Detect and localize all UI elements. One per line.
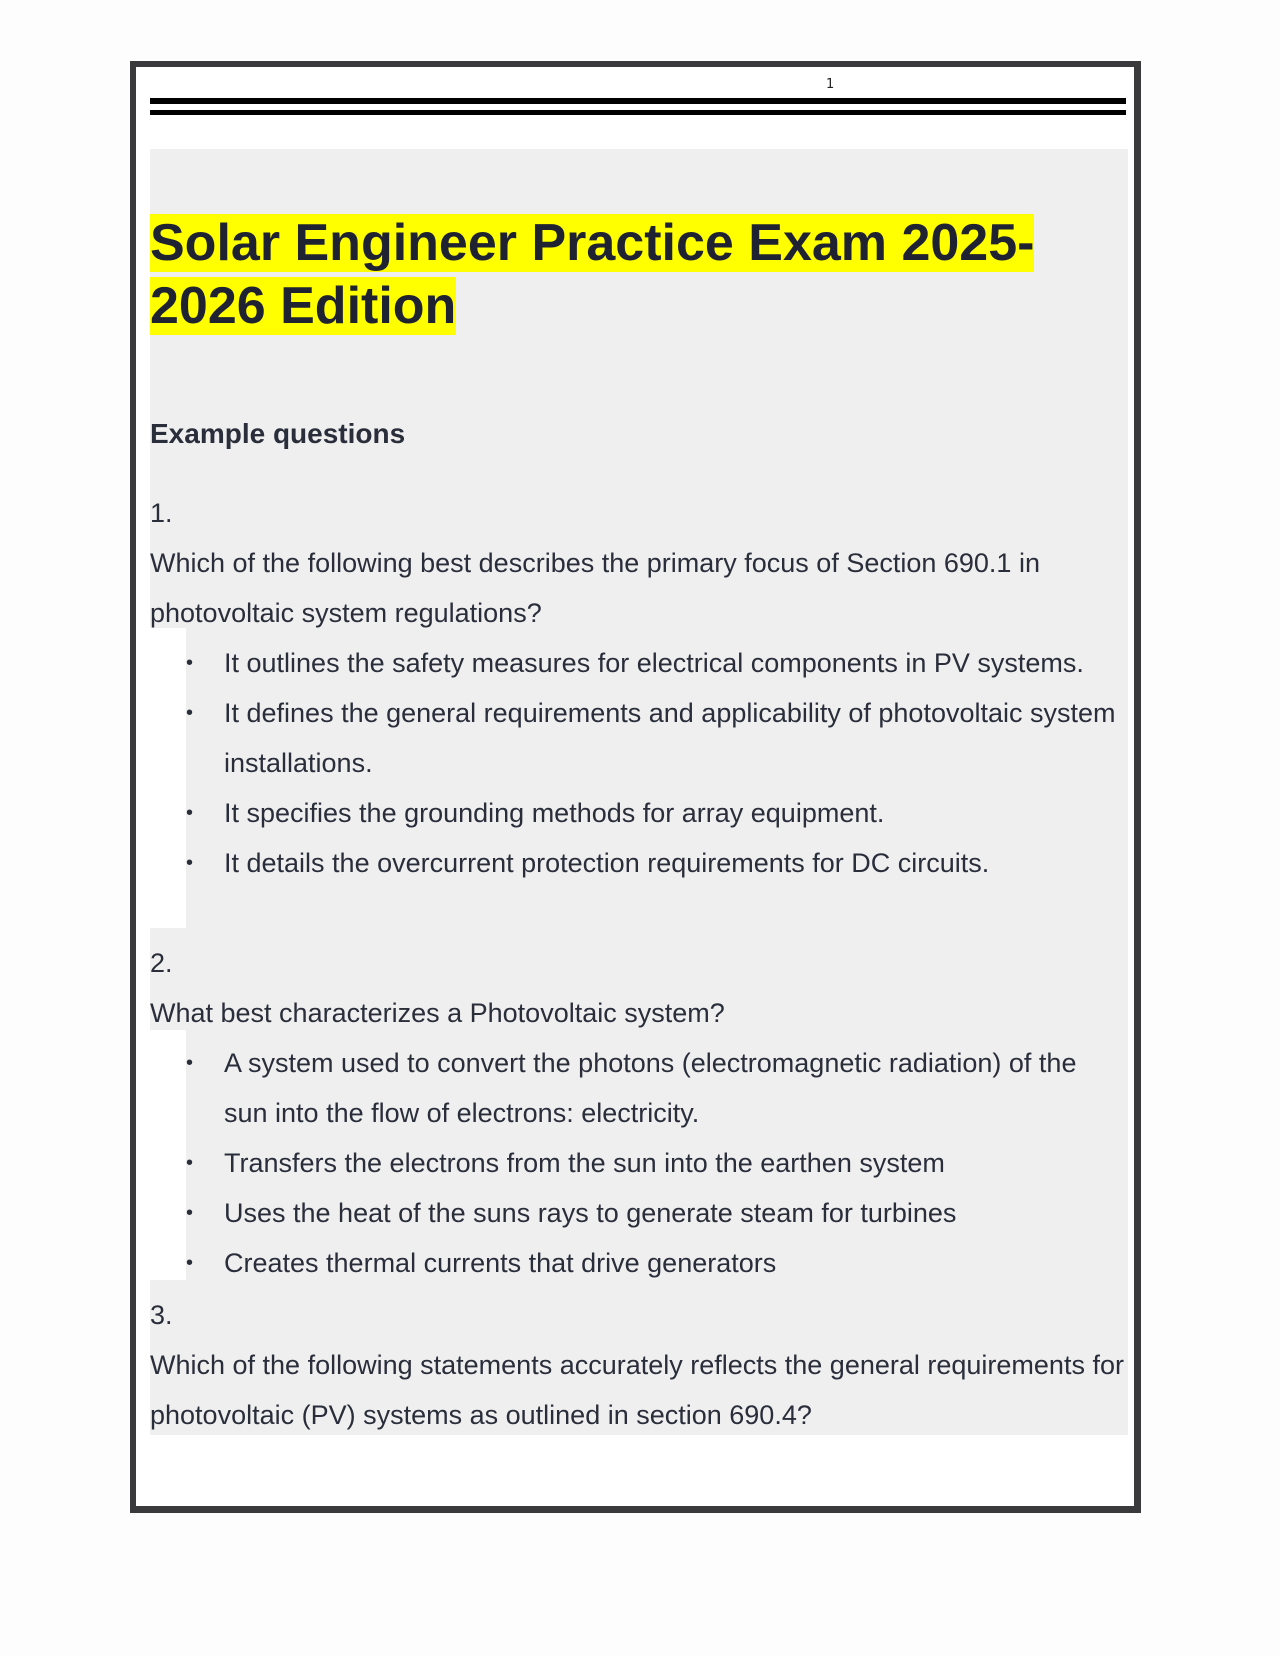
answer-option-text: Creates thermal currents that drive generators [224, 1248, 777, 1278]
question-number: 3. [150, 1300, 173, 1330]
answer-option-text: It details the overcurrent protection requirements for DC circuits. [224, 848, 990, 878]
bullet-icon: • [186, 1252, 194, 1274]
answer-option-text: It defines the general requirements and applicability of photovoltaic system installations. [224, 698, 1116, 778]
bullet-icon: • [186, 1052, 194, 1074]
title-highlight: Solar Engineer Practice Exam 2025-2026 Edition [150, 214, 1035, 335]
section-subtitle: Example questions [150, 418, 406, 449]
question-number: 1. [150, 498, 173, 528]
bullet-icon: • [186, 652, 194, 674]
question-number: 2. [150, 948, 173, 978]
answer-option [150, 1038, 1125, 1138]
answer-option-text: A system used to convert the photons (electromagnetic radiation) of the sun into the flow of electrons: electricity. [224, 1048, 1077, 1128]
header-rule-thick [150, 98, 1126, 104]
answer-option-text: Uses the heat of the suns rays to generate steam for turbines [224, 1198, 957, 1228]
answer-options [150, 1038, 1125, 1288]
question-text: Which of the following statements accurately reflects the general requirements for photovoltaic (PV) systems as outlined in section 690.4? [150, 1350, 1124, 1430]
answer-options [150, 638, 1125, 888]
bullet-icon: • [186, 702, 194, 724]
answer-option [150, 1188, 1125, 1238]
answer-option-text: Transfers the electrons from the sun into the earthen system [224, 1148, 945, 1178]
page-number: 1 [826, 77, 835, 92]
bullet-icon: • [186, 1152, 194, 1174]
answer-option [150, 1238, 1125, 1288]
bullet-icon: • [186, 1202, 194, 1224]
answer-option-text: It outlines the safety measures for electrical components in PV systems. [224, 648, 1084, 678]
question-text: What best characterizes a Photovoltaic system? [150, 998, 725, 1028]
page-title [150, 212, 1120, 338]
answer-option [150, 688, 1125, 788]
bullet-icon: • [186, 852, 194, 874]
bullet-icon: • [186, 802, 194, 824]
answer-option [150, 638, 1125, 688]
answer-option-text: It specifies the grounding methods for array equipment. [224, 798, 885, 828]
header-rule-thin [150, 110, 1126, 115]
answer-option [150, 1138, 1125, 1188]
question-text: Which of the following best describes the primary focus of Section 690.1 in photovoltaic system regulations? [150, 548, 1040, 628]
answer-option [150, 788, 1125, 838]
answer-option [150, 838, 1125, 888]
